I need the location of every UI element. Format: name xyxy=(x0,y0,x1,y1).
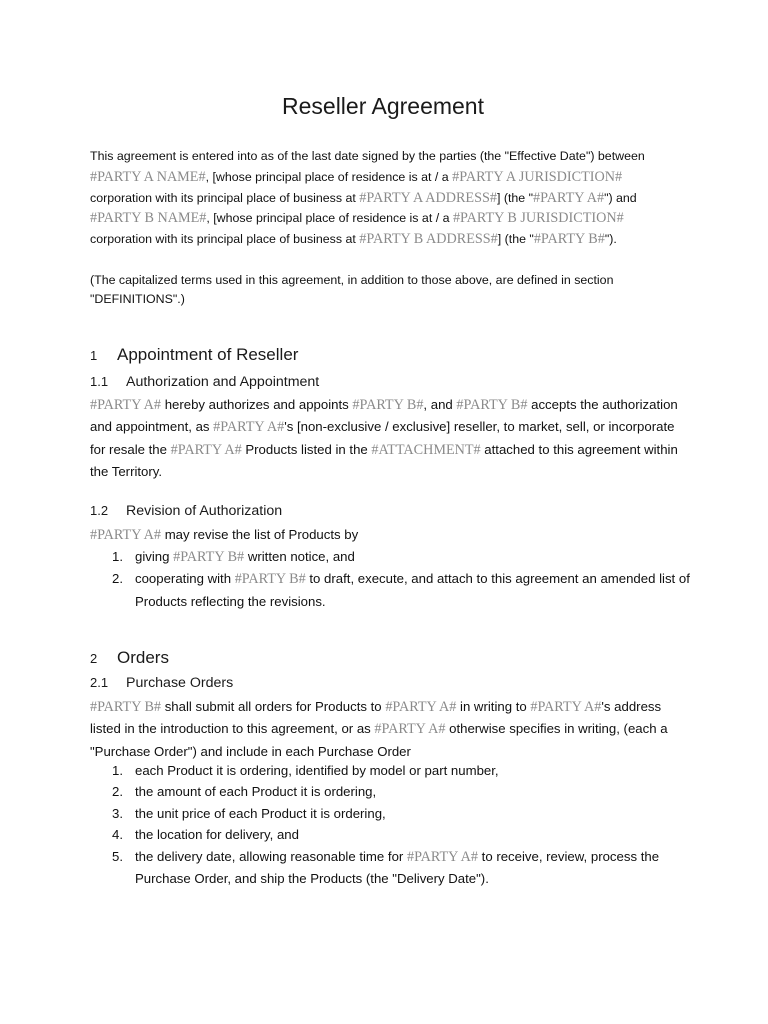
section-title: Orders xyxy=(117,648,169,667)
placeholder-party-a-address: #PARTY A ADDRESS# xyxy=(359,189,497,206)
subsection-title: Authorization and Appointment xyxy=(126,374,320,390)
placeholder-party-a-jurisdiction: #PARTY A JURISDICTION# xyxy=(452,168,623,185)
list-item xyxy=(90,760,690,781)
purchase-order-list xyxy=(90,760,690,889)
intro-text: ] (the " xyxy=(497,232,534,247)
section-2-1-paragraph xyxy=(90,696,690,762)
body-text: may revise the list of Products by xyxy=(161,527,359,542)
placeholder-party-a: #PARTY A# xyxy=(90,527,162,543)
list-number: 2. xyxy=(112,571,123,587)
list-item xyxy=(90,568,690,612)
intro-text: corporation with its principal place of business at xyxy=(90,232,360,247)
body-text: giving xyxy=(135,549,174,564)
body-text: each Product it is ordering, identified by model or part number, xyxy=(135,763,499,778)
body-text: to receive, review, process the Purchase Order, and ship the Products (the "Delivery Date"). xyxy=(135,848,660,887)
list-number: 3. xyxy=(112,805,123,821)
definitions-note: (The capitalized terms used in this agreement, in addition to those above, are defined in section "DEFINITIONS".) xyxy=(90,273,614,306)
placeholder-party-a: #PARTY A# xyxy=(213,419,285,436)
body-text: 's address listed in the introduction to this agreement, or as xyxy=(90,699,662,737)
intro-text: ] (the " xyxy=(496,190,534,205)
placeholder-party-a: #PARTY A# xyxy=(530,699,602,715)
placeholder-party-a-name: #PARTY A NAME# xyxy=(90,168,206,185)
body-text: otherwise specifies in writing, (each a "Purchase Order") and include in each Purchase Order xyxy=(90,721,668,759)
section-1-2-heading xyxy=(90,503,282,519)
body-text: the delivery date, allowing reasonable time for xyxy=(135,848,407,864)
section-1-2-paragraph xyxy=(90,524,690,546)
list-number: 4. xyxy=(112,827,123,843)
placeholder-party-a: #PARTY A# xyxy=(406,848,478,865)
list-item xyxy=(90,781,690,802)
subsection-number: 1.2 xyxy=(90,503,109,518)
subsection-title: Revision of Authorization xyxy=(126,503,283,519)
subsection-title: Purchase Orders xyxy=(126,675,234,691)
section-1-1-paragraph xyxy=(90,394,690,483)
body-text: accepts the authorization and appointment, as xyxy=(90,397,678,435)
list-item xyxy=(90,803,690,824)
list-number: 1. xyxy=(112,549,123,564)
body-text: the unit price of each Product it is ordering, xyxy=(135,805,386,821)
section-number: 2 xyxy=(90,651,98,666)
section-2-1-heading xyxy=(90,675,233,691)
placeholder-party-b-jurisdiction: #PARTY B JURISDICTION# xyxy=(452,210,624,227)
list-number: 5. xyxy=(112,848,123,864)
body-text: to draft, execute, and attach to this agreement an amended list of Products reflecting the revisions. xyxy=(135,571,690,609)
revision-list xyxy=(90,546,690,612)
body-text: shall submit all orders for Products to xyxy=(161,699,386,714)
list-item xyxy=(90,546,690,568)
list-number: 1. xyxy=(112,763,123,778)
intro-paragraph xyxy=(90,146,690,250)
intro-text: This agreement is entered into as of the last date signed by the parties (the "Effective Date") between xyxy=(90,149,645,163)
subsection-number: 2.1 xyxy=(90,675,109,690)
body-text: 's [non-exclusive / exclusive] reseller, to market, sell, or incorporate for resale the xyxy=(90,419,675,457)
body-text: , and xyxy=(423,397,457,412)
body-text: cooperating with xyxy=(135,571,235,587)
intro-text: , [whose principal place of residence is at / a xyxy=(206,211,453,226)
body-text: written notice, and xyxy=(244,549,355,564)
placeholder-party-a: #PARTY A# xyxy=(90,397,162,413)
section-number: 1 xyxy=(90,348,98,363)
placeholder-party-b: #PARTY B# xyxy=(234,571,306,588)
body-text: the location for delivery, and xyxy=(135,827,299,843)
placeholder-party-b: #PARTY B# xyxy=(173,549,245,565)
body-text: hereby authorizes and appoints xyxy=(161,397,353,412)
section-1-1-heading xyxy=(90,374,319,390)
placeholder-party-a: #PARTY A# xyxy=(533,189,605,206)
list-item xyxy=(90,846,690,890)
document-title: Reseller Agreement xyxy=(282,93,484,119)
body-text: the amount of each Product it is ordering, xyxy=(135,784,377,800)
intro-text: corporation with its principal place of business at xyxy=(90,190,360,205)
subsection-number: 1.1 xyxy=(90,374,109,389)
placeholder-party-b: #PARTY B# xyxy=(352,397,424,413)
body-text: in writing to xyxy=(456,699,531,714)
section-2-heading xyxy=(90,648,169,668)
placeholder-party-a: #PARTY A# xyxy=(170,441,242,458)
section-1-heading xyxy=(90,345,298,365)
placeholder-party-b: #PARTY B# xyxy=(90,699,162,715)
section-title: Appointment of Reseller xyxy=(117,345,299,364)
placeholder-attachment: #ATTACHMENT# xyxy=(371,441,481,458)
placeholder-party-b: #PARTY B# xyxy=(456,397,528,413)
list-number: 2. xyxy=(112,784,123,800)
list-item xyxy=(90,824,690,845)
intro-text: ") and xyxy=(604,190,637,205)
body-text: attached to this agreement within the Territory. xyxy=(90,441,678,480)
intro-text: "). xyxy=(604,232,617,247)
placeholder-party-b-address: #PARTY B ADDRESS# xyxy=(359,231,498,248)
body-text: Products listed in the xyxy=(241,441,372,457)
placeholder-party-a: #PARTY A# xyxy=(374,721,446,738)
placeholder-party-b: #PARTY B# xyxy=(533,231,605,248)
placeholder-party-b-name: #PARTY B NAME# xyxy=(90,210,207,227)
intro-text: , [whose principal place of residence is at / a xyxy=(205,169,453,184)
placeholder-party-a: #PARTY A# xyxy=(385,699,457,715)
